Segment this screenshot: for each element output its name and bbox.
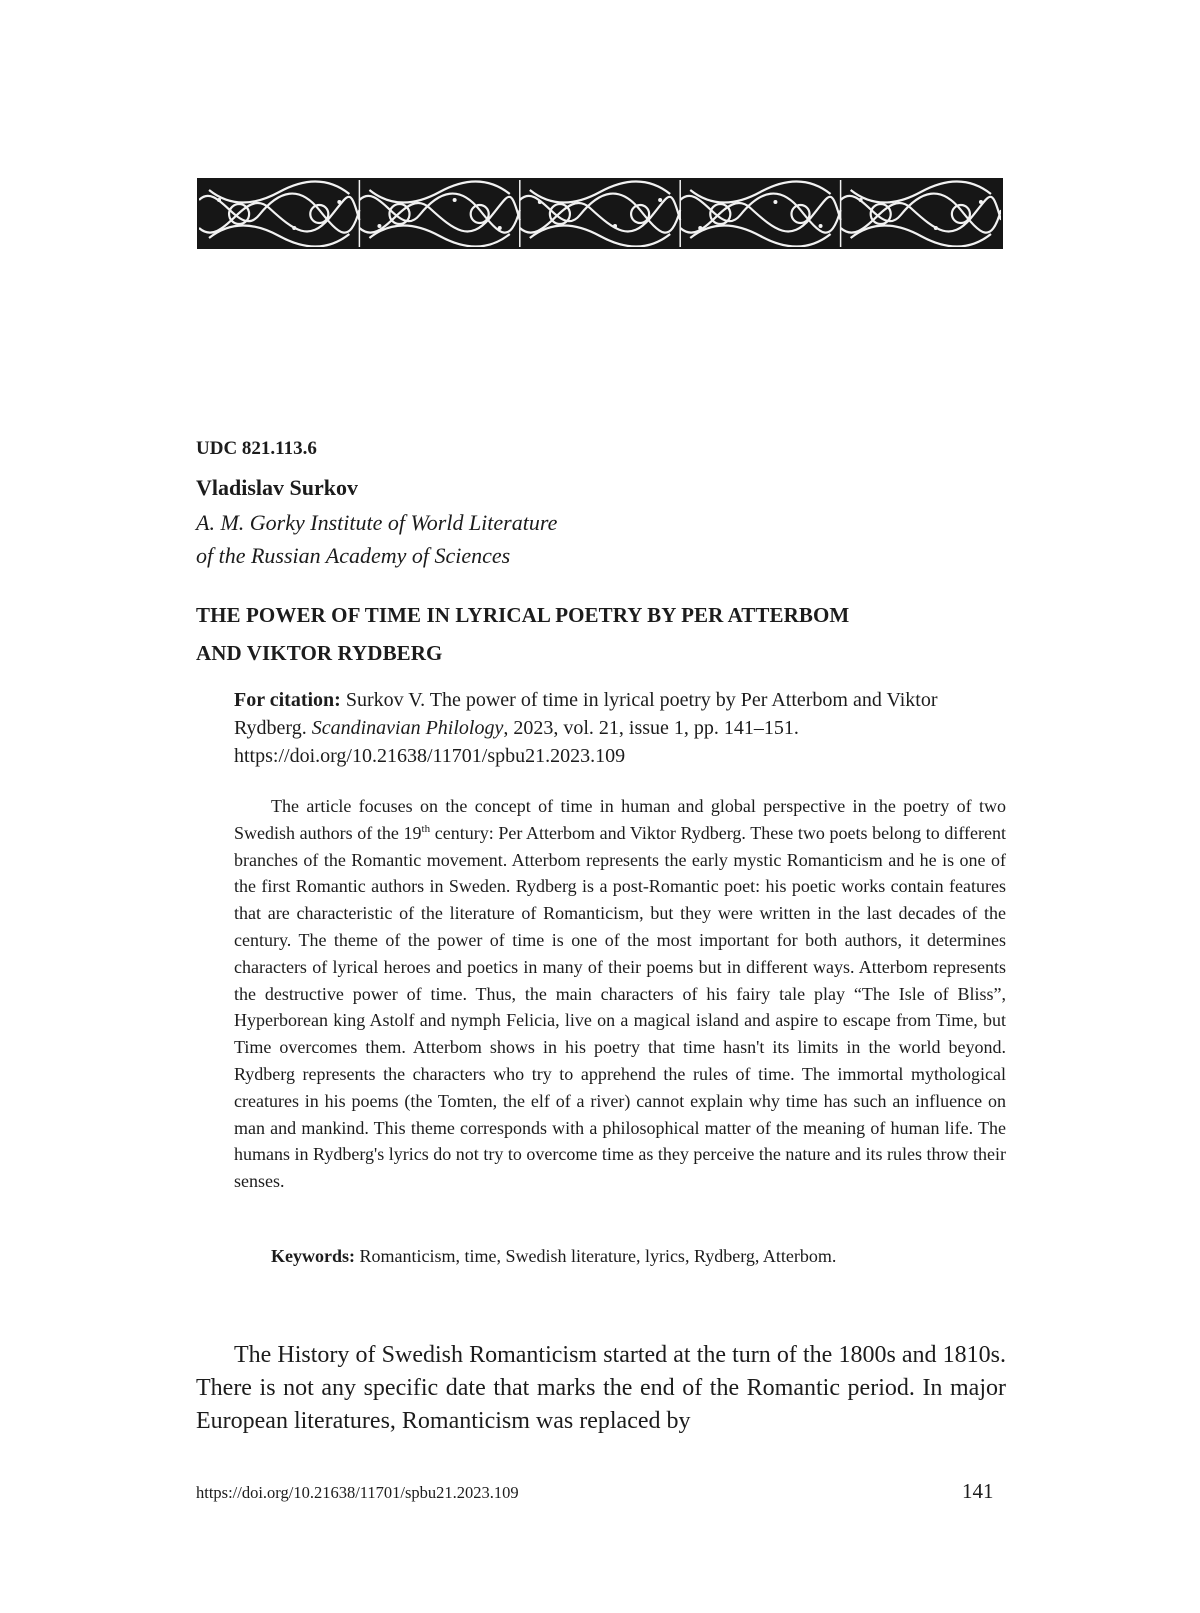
abstract-paragraph <box>234 793 1006 1195</box>
keywords-label: Keywords: <box>271 1246 355 1266</box>
ornamental-header-band <box>197 178 1003 249</box>
author-name: Vladislav Surkov <box>196 475 358 500</box>
article-title <box>196 596 849 672</box>
footer-doi-link[interactable]: https://doi.org/10.21638/11701/spbu21.2023.109 <box>196 1483 519 1502</box>
title-line-1: THE POWER OF TIME IN LYRICAL POETRY BY PER ATTERBOM <box>196 603 850 627</box>
abstract-part-2: century: Per Atterbom and Viktor Rydberg. These two poets belong to different branches of the Romantic movement. Atterbom represents the early mystic Romanticism and he is one of the first Romantic authors in Sweden. Rydberg is a post-Romantic poet: his poetic works contain features that are characteristic of the literature of Romanticism, but they were written in the last decades of the century. The theme of the power of time is one of the most important for both authors, it determines characters of lyrical heroes and poetics in many of their poems but in different ways. Atterbom represents the destructive power of time. Thus, the main characters of his fairy tale play “The Isle of Bliss”, Hyperborean king Astolf and nymph Felicia, live on a magical island and aspire to escape from Time, but Time overcomes them. Atterbom shows in his poetry that time hasn't its limits in the world beyond. Rydberg represents the characters who try to apprehend the rules of time. The immortal mythological creatures in his poems (the Tomten, the elf of a river) cannot explain why time has such an influence on man and mankind. This theme corresponds with a philosophical matter of the meaning of human life. The humans in Rydberg's lyrics do not try to overcome time as they perceive the nature and its rules throw their senses. <box>234 822 1006 1192</box>
keywords <box>234 1246 1006 1267</box>
affiliation-line-1: A. M. Gorky Institute of World Literature <box>196 510 558 535</box>
body-paragraph: The History of Swedish Romanticism started at the turn of the 1800s and 1810s. There is not any specific date that marks the end of the Romantic period. In major European literatures, Romanticism was replaced by <box>196 1342 1006 1434</box>
affiliation-line-2: of the Russian Academy of Sciences <box>196 543 511 568</box>
citation-details: , 2023, vol. 21, issue 1, pp. 141–151. <box>503 717 799 739</box>
citation-doi-link[interactable]: https://doi.org/10.21638/11701/spbu21.2023.109 <box>234 745 626 767</box>
author-affiliation <box>196 506 557 572</box>
udc-code: UDC 821.113.6 <box>196 438 317 459</box>
body-text <box>196 1339 1006 1438</box>
citation-block <box>234 686 1006 770</box>
knotwork-ornament-icon <box>199 180 1001 247</box>
citation-text: Surkov V. The power of time in lyrical poetry by Per Atterbom and Viktor Rydberg. <box>234 689 938 739</box>
keywords-text: Romanticism, time, Swedish literature, lyrics, Rydberg, Atterbom. <box>355 1246 837 1266</box>
abstract-superscript: th <box>421 822 431 835</box>
title-line-2: AND VIKTOR RYDBERG <box>196 641 443 665</box>
citation-journal: Scandinavian Philology <box>311 717 504 739</box>
page-number: 141 <box>962 1479 994 1503</box>
citation-label: For citation: <box>234 689 341 711</box>
abstract-part-1: The article focuses on the concept of time in human and global perspective in the poetry of two Swedish authors of the 19 <box>234 796 1006 843</box>
abstract <box>234 793 1006 1195</box>
